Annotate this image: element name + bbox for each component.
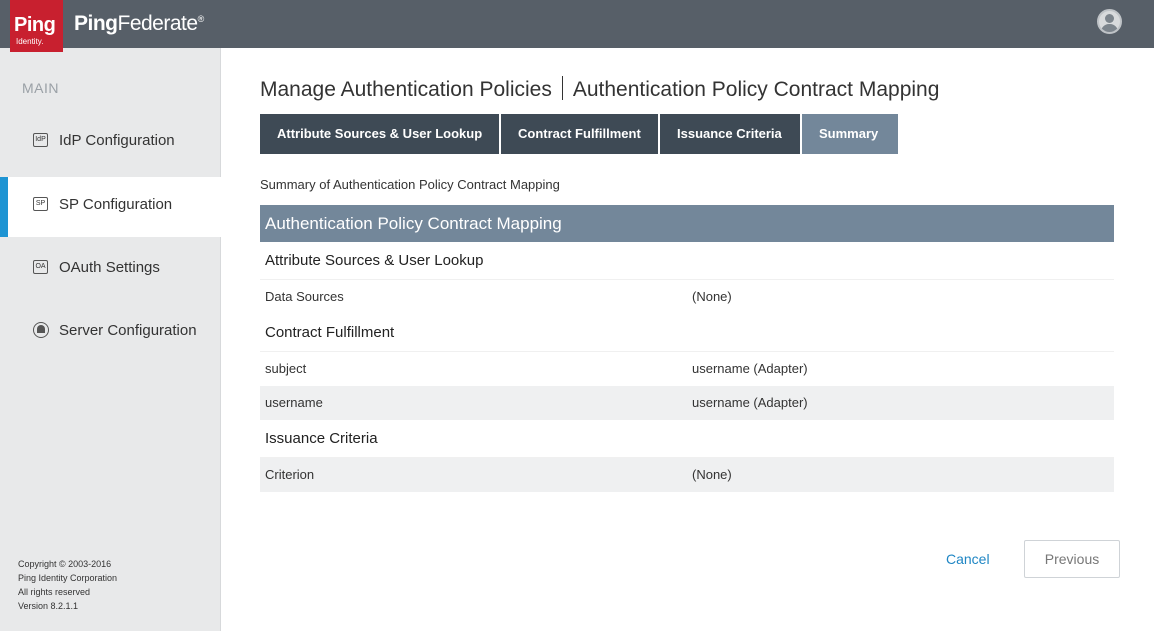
user-avatar-icon[interactable] — [1097, 9, 1122, 34]
page-title-section: Manage Authentication Policies — [260, 78, 552, 101]
version-text: Version 8.2.1.1 — [18, 601, 79, 611]
sidebar-item-label: SP Configuration — [59, 196, 173, 213]
sidebar-item-idp-configuration[interactable] — [0, 113, 221, 173]
row-value: (None) — [692, 289, 732, 304]
tab-summary[interactable]: Summary — [802, 114, 898, 154]
product-name-rest: Federate — [117, 12, 198, 35]
company-text: Ping Identity Corporation — [18, 573, 118, 583]
summary-heading: Authentication Policy Contract Mapping — [260, 205, 1114, 242]
server-icon — [33, 322, 49, 338]
sp-icon: SP — [33, 197, 48, 211]
title-separator — [562, 76, 563, 100]
section-title: Contract Fulfillment — [260, 314, 1114, 352]
previous-button[interactable]: Previous — [1024, 540, 1120, 578]
sidebar-footer — [18, 557, 117, 613]
registered-mark: ® — [197, 14, 204, 24]
logo-identity-text: Identity. — [16, 37, 44, 46]
oauth-icon: OA — [33, 260, 48, 274]
sidebar-item-label: Server Configuration — [59, 322, 197, 339]
copyright-text: Copyright © 2003-2016 — [18, 559, 112, 569]
row-value: (None) — [692, 467, 732, 482]
tab-issuance-criteria[interactable]: Issuance Criteria — [660, 114, 800, 154]
row-value: username (Adapter) — [692, 395, 808, 410]
sidebar-item-server-configuration[interactable] — [0, 303, 221, 363]
tab-attribute-sources[interactable]: Attribute Sources & User Lookup — [260, 114, 499, 154]
row-key: Criterion — [265, 467, 315, 482]
row-key: username — [265, 395, 323, 410]
product-name — [74, 12, 204, 36]
sidebar-section-label: MAIN — [22, 80, 59, 96]
table-row — [260, 458, 1114, 492]
page-title — [260, 76, 939, 102]
sidebar-item-label: IdP Configuration — [59, 132, 175, 149]
row-key: Data Sources — [265, 289, 344, 304]
rights-text: All rights reserved — [18, 587, 91, 597]
section-title: Attribute Sources & User Lookup — [260, 242, 1114, 280]
active-indicator-arrow — [230, 177, 240, 237]
logo-ping-text: Ping — [14, 14, 56, 36]
table-row — [260, 352, 1114, 386]
idp-icon: IdP — [33, 133, 48, 147]
section-title: Issuance Criteria — [260, 420, 1114, 458]
row-value: username (Adapter) — [692, 361, 808, 376]
table-row — [260, 386, 1114, 420]
sidebar-item-oauth-settings[interactable] — [0, 240, 221, 300]
sidebar — [0, 48, 221, 631]
sidebar-item-sp-configuration[interactable] — [0, 177, 230, 237]
summary-description: Summary of Authentication Policy Contract Mapping — [260, 177, 560, 192]
product-name-bold: Ping — [74, 12, 118, 35]
top-header — [0, 0, 1154, 48]
cancel-link[interactable]: Cancel — [946, 551, 990, 567]
row-key: subject — [265, 361, 307, 376]
table-row — [260, 280, 1114, 314]
wizard-tabs — [260, 114, 900, 154]
page-title-subsection: Authentication Policy Contract Mapping — [572, 78, 940, 101]
tab-contract-fulfillment[interactable]: Contract Fulfillment — [501, 114, 658, 154]
sidebar-item-label: OAuth Settings — [59, 259, 160, 276]
ping-identity-logo[interactable] — [10, 0, 63, 52]
summary-table — [260, 205, 1114, 492]
